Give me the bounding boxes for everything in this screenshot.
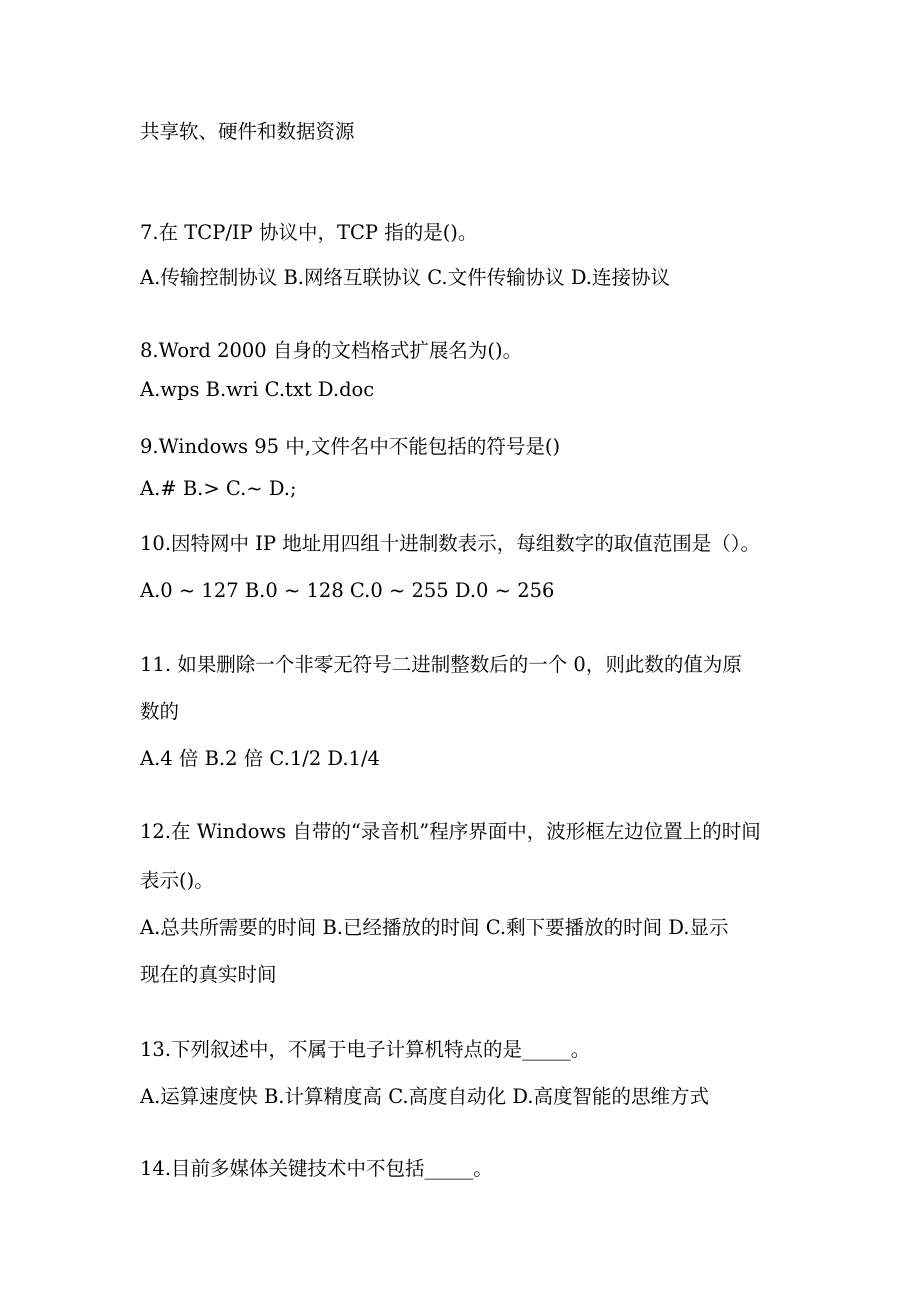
question-11: 11. 如果删除一个非零无符号二进制整数后的一个 0，则此数的值为原 — [140, 653, 742, 676]
question-12: 12.在 Windows 自带的“录音机”程序界面中，波形框左边位置上的时间 — [140, 820, 761, 843]
question-13: 13.下列叙述中，不属于电子计算机特点的是_____。 — [140, 1038, 591, 1061]
question-12-options: A.总共所需要的时间 B.已经播放的时间 C.剩下要播放的时间 D.显示 — [140, 916, 729, 939]
question-10-options: A.0 ~ 127 B.0 ~ 128 C.0 ~ 255 D.0 ~ 256 — [140, 579, 555, 602]
question-7-options: A.传输控制协议 B.网络互联协议 C.文件传输协议 D.连接协议 — [140, 266, 670, 289]
question-9: 9.Windows 95 中,文件名中不能包括的符号是() — [140, 435, 561, 458]
question-12-options-continued: 现在的真实时间 — [140, 963, 277, 986]
question-8: 8.Word 2000 自身的文档格式扩展名为()。 — [140, 339, 523, 362]
question-7: 7.在 TCP/IP 协议中，TCP 指的是()。 — [140, 221, 478, 244]
question-11-continued: 数的 — [140, 700, 180, 723]
question-12-continued: 表示()。 — [140, 869, 214, 892]
question-10: 10.因特网中 IP 地址用四组十进制数表示，每组数字的取值范围是（）。 — [140, 532, 760, 555]
question-9-options: A.# B.> C.~ D.; — [140, 477, 297, 500]
question-11-options: A.4 倍 B.2 倍 C.1/2 D.1/4 — [140, 747, 380, 770]
question-8-options: A.wps B.wri C.txt D.doc — [140, 378, 375, 401]
question-14: 14.目前多媒体关键技术中不包括_____。 — [140, 1157, 493, 1180]
question-13-options: A.运算速度快 B.计算精度高 C.高度自动化 D.高度智能的思维方式 — [140, 1085, 709, 1108]
text-line-shared-resources: 共享软、硬件和数据资源 — [140, 120, 355, 143]
